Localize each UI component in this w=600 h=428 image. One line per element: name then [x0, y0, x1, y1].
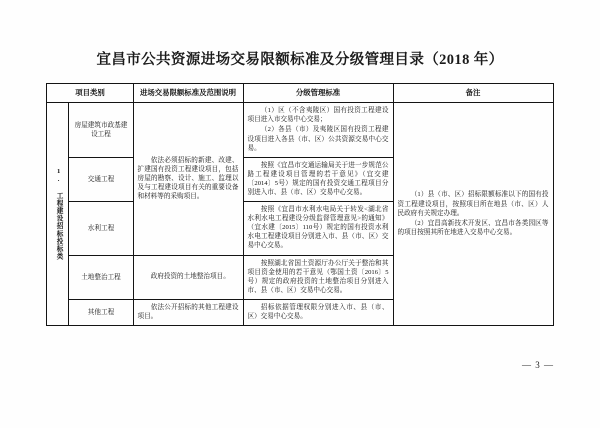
category-main-label: 1. 工程建设招标投标类 [55, 167, 63, 261]
page-title: 宜昌市公共资源进场交易限额标准及分级管理目录（2018 年） [96, 52, 504, 68]
catalog-table [46, 83, 553, 326]
header-category: 项目类别 [47, 84, 133, 103]
sub-category-transport: 交通工程 [69, 157, 133, 201]
management-land: 按照湖北省国土资源厅办公厅关于整治和其项目资金使用的若干意见（鄂国土资〔2016〕5号）规定的政府投资的土地整治项目分别进入市、县（市、区）交易中心交易。 [243, 255, 393, 299]
table-row [47, 103, 553, 157]
scope-housing: 依法必须招标的新建、改建、扩建国有投资工程建设项目，包括房屋的勘察、设计、施工、监理以及与工程建设项目有关的重要设备和材料等的采购项目。 [133, 103, 243, 255]
category-main-cell [47, 103, 69, 326]
page-number: — 3 — [522, 360, 554, 370]
sub-category-land: 土地整治工程 [69, 255, 133, 299]
remark-cell: （1）县（市、区）招标限额标准以下的国有投资工程建设项目，按照项目所在地县（市、区）人民政府有关规定办理。 （2）宜昌高新技术开发区、宜昌市各类园区等的项目按照其所在地进入交易中心交易。 [393, 103, 553, 326]
header-scope: 进场交易限额标准及范围说明 [133, 84, 243, 103]
management-housing: （1）区（不含夷陵区）国有投资工程建设项目进入市交易中心交易； （2）各县（市）及夷陵区国有投资工程建设项目进入各县（市、区）公共资源交易中心交易。 [243, 103, 393, 157]
sub-category-other: 其他工程 [69, 299, 133, 325]
header-remark: 备注 [393, 84, 553, 103]
sub-category-housing: 房屋建筑市政基建设工程 [69, 103, 133, 157]
table-header-row [47, 84, 553, 103]
management-transport: 按照《宜昌市交通运输局关于进一步规范公路工程建设项目管理的若干意见》（宜交建〔2014〕5号）规定的国有投资交通工程项目分别进入市、县（市、区）交易中心交易。 [243, 157, 393, 201]
scope-other: 依法公开招标的其他工程建设项目。 [133, 299, 243, 325]
header-management: 分级管理标准 [243, 84, 393, 103]
scope-land: 政府投资的土地整治项目。 [133, 255, 243, 299]
management-other: 招标依据管理权限分别进入市、县（市、区）交易中心交易。 [243, 299, 393, 325]
sub-category-water: 水利工程 [69, 202, 133, 255]
management-water: 按照《宜昌市水利水电局关于转发<湖北省水利水电工程建设分级监督管理意见>的通知》（宜水建〔2015〕110号）规定的国有投资水利水电工程建设项目分别进入市、县（市、区）交易中心交易。 [243, 202, 393, 255]
